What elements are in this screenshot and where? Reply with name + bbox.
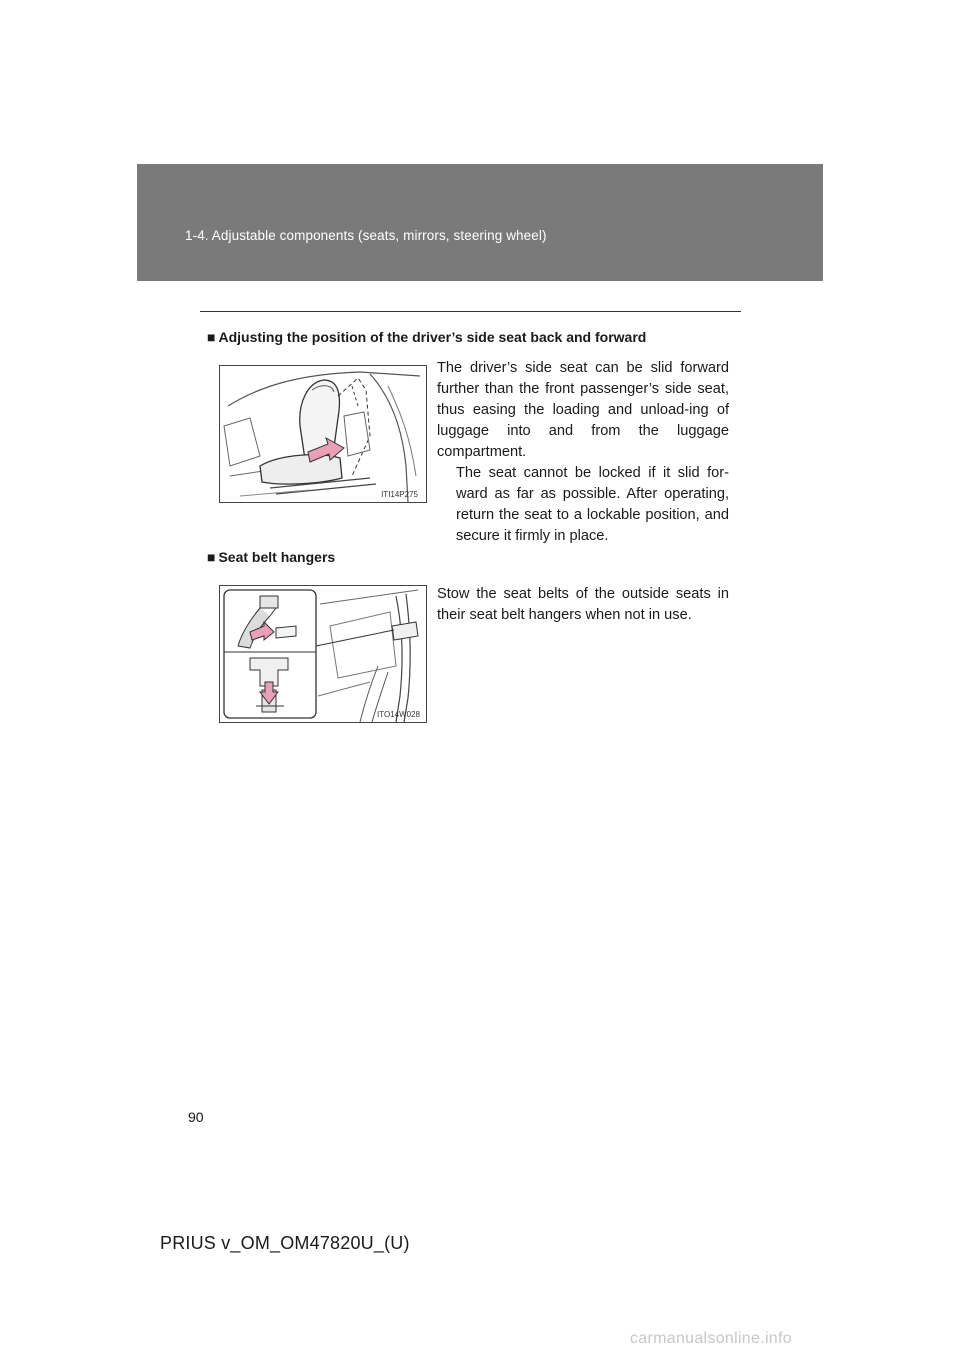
belt-hanger-description: Stow the seat belts of the outside seats in their seat belt hangers when not in use.: [437, 586, 729, 623]
watermark: carmanualsonline.info: [630, 1330, 792, 1347]
belt-hanger-illustration: [219, 585, 427, 723]
heading-text: Adjusting the position of the driver’s side seat back and forward: [218, 329, 647, 345]
figure-code: ITI14P275: [381, 490, 418, 499]
section-heading-seat-slide: [207, 329, 646, 345]
header-band: [137, 164, 823, 281]
seat-slide-illustration: [219, 365, 427, 503]
seat-slide-description: The driver’s side seat can be slid forward further than the front passenger’s side seat, thus easing the loading and unload-ing of luggage into and from the luggage compartment.: [437, 360, 729, 460]
belt-hanger-svg: [220, 586, 426, 722]
manual-id: PRIUS v_OM_OM47820U_(U): [160, 1233, 410, 1253]
square-bullet-icon: ■: [207, 329, 216, 345]
section-heading-belt-hangers: [207, 549, 335, 565]
section-title: 1-4. Adjustable components (seats, mirrors, steering wheel): [185, 228, 547, 243]
page-number: 90: [188, 1109, 204, 1125]
divider: [200, 311, 741, 312]
heading-text: Seat belt hangers: [218, 549, 336, 565]
figure-code: ITO14W028: [377, 710, 420, 719]
seat-slide-note: The seat cannot be locked if it slid for-ward as far as possible. After operating, return the seat to a lockable position, and secure it firmly in place.: [456, 465, 729, 544]
seat-illustration-svg: [220, 366, 426, 502]
square-bullet-icon: ■: [207, 549, 216, 565]
